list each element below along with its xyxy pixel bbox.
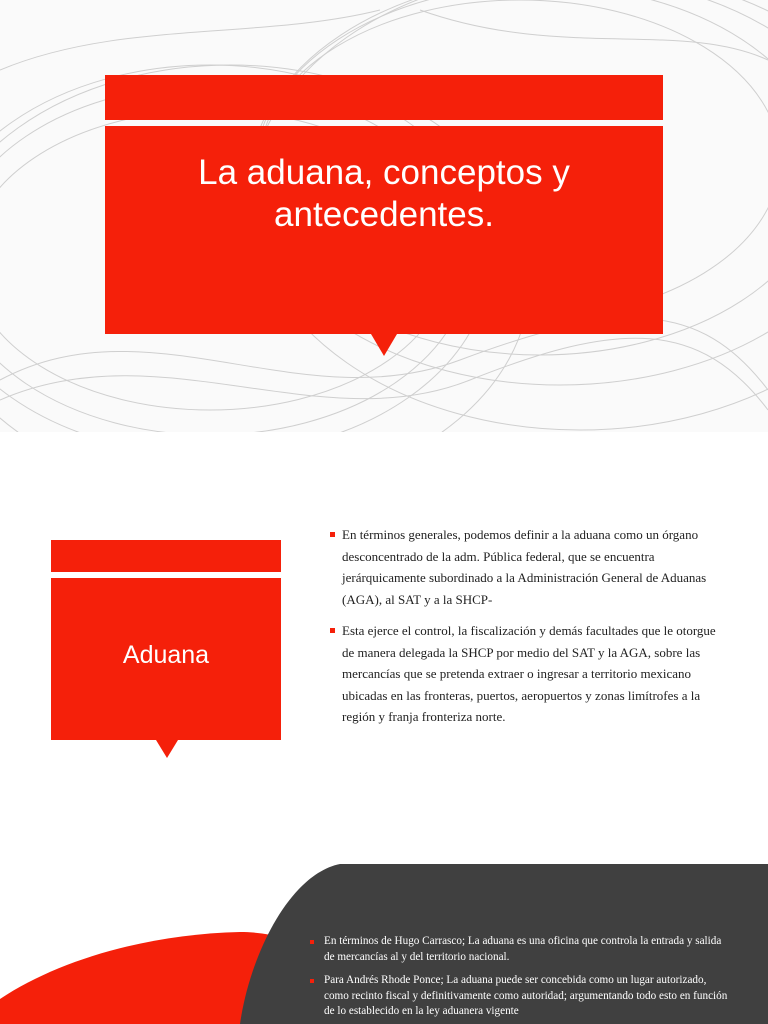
title-top-bar bbox=[105, 75, 663, 120]
title-slide bbox=[0, 0, 768, 432]
bullet-text: En términos de Hugo Carrasco; La aduana es una oficina que controla la entrada y salida de mercancías al y del territorio nacional. bbox=[324, 935, 722, 963]
bullet-text: Esta ejerce el control, la fiscalización y demás facultades que le otorgue de manera delegada la SHCP por medio del SAT y la AGA, sobre las mercancías que se pretenda extraer o ingresar a territorio mexicano ubicadas en las fronteras, puertos, aeropuertos y zonas limítrofes a la región y franja fronteriza norte. bbox=[342, 623, 716, 724]
square-bullet-icon bbox=[310, 940, 314, 944]
list-item bbox=[310, 934, 730, 965]
slide-title: La aduana, conceptos y antecedentes. bbox=[198, 153, 570, 234]
list-item bbox=[330, 524, 722, 610]
quotes-slide bbox=[0, 864, 768, 1024]
heading-pointer bbox=[156, 740, 178, 758]
heading-top-bar bbox=[51, 540, 281, 572]
quote-list bbox=[310, 934, 730, 1024]
content-slide bbox=[0, 432, 768, 864]
square-bullet-icon bbox=[330, 628, 335, 633]
square-bullet-icon bbox=[310, 979, 314, 983]
list-item bbox=[330, 620, 722, 728]
list-item bbox=[310, 973, 730, 1020]
square-bullet-icon bbox=[330, 532, 335, 537]
title-pointer bbox=[371, 334, 397, 356]
bullet-text: Para Andrés Rhode Ponce; La aduana puede ser concebida como un lugar autorizado, como recinto fiscal y definitivamente como autoridad; argumentando todo esto en función de lo establecido en la ley aduanera vigente bbox=[324, 974, 728, 1017]
bullet-list bbox=[330, 524, 722, 738]
slide-heading: Aduana bbox=[122, 641, 210, 669]
bullet-text: En términos generales, podemos definir a la aduana como un órgano desconcentrado de la adm. Pública federal, que se encuentra jerárquicamente subordinado a la Administración General de Aduanas (AGA), al SAT y a la SHCP- bbox=[342, 527, 707, 607]
